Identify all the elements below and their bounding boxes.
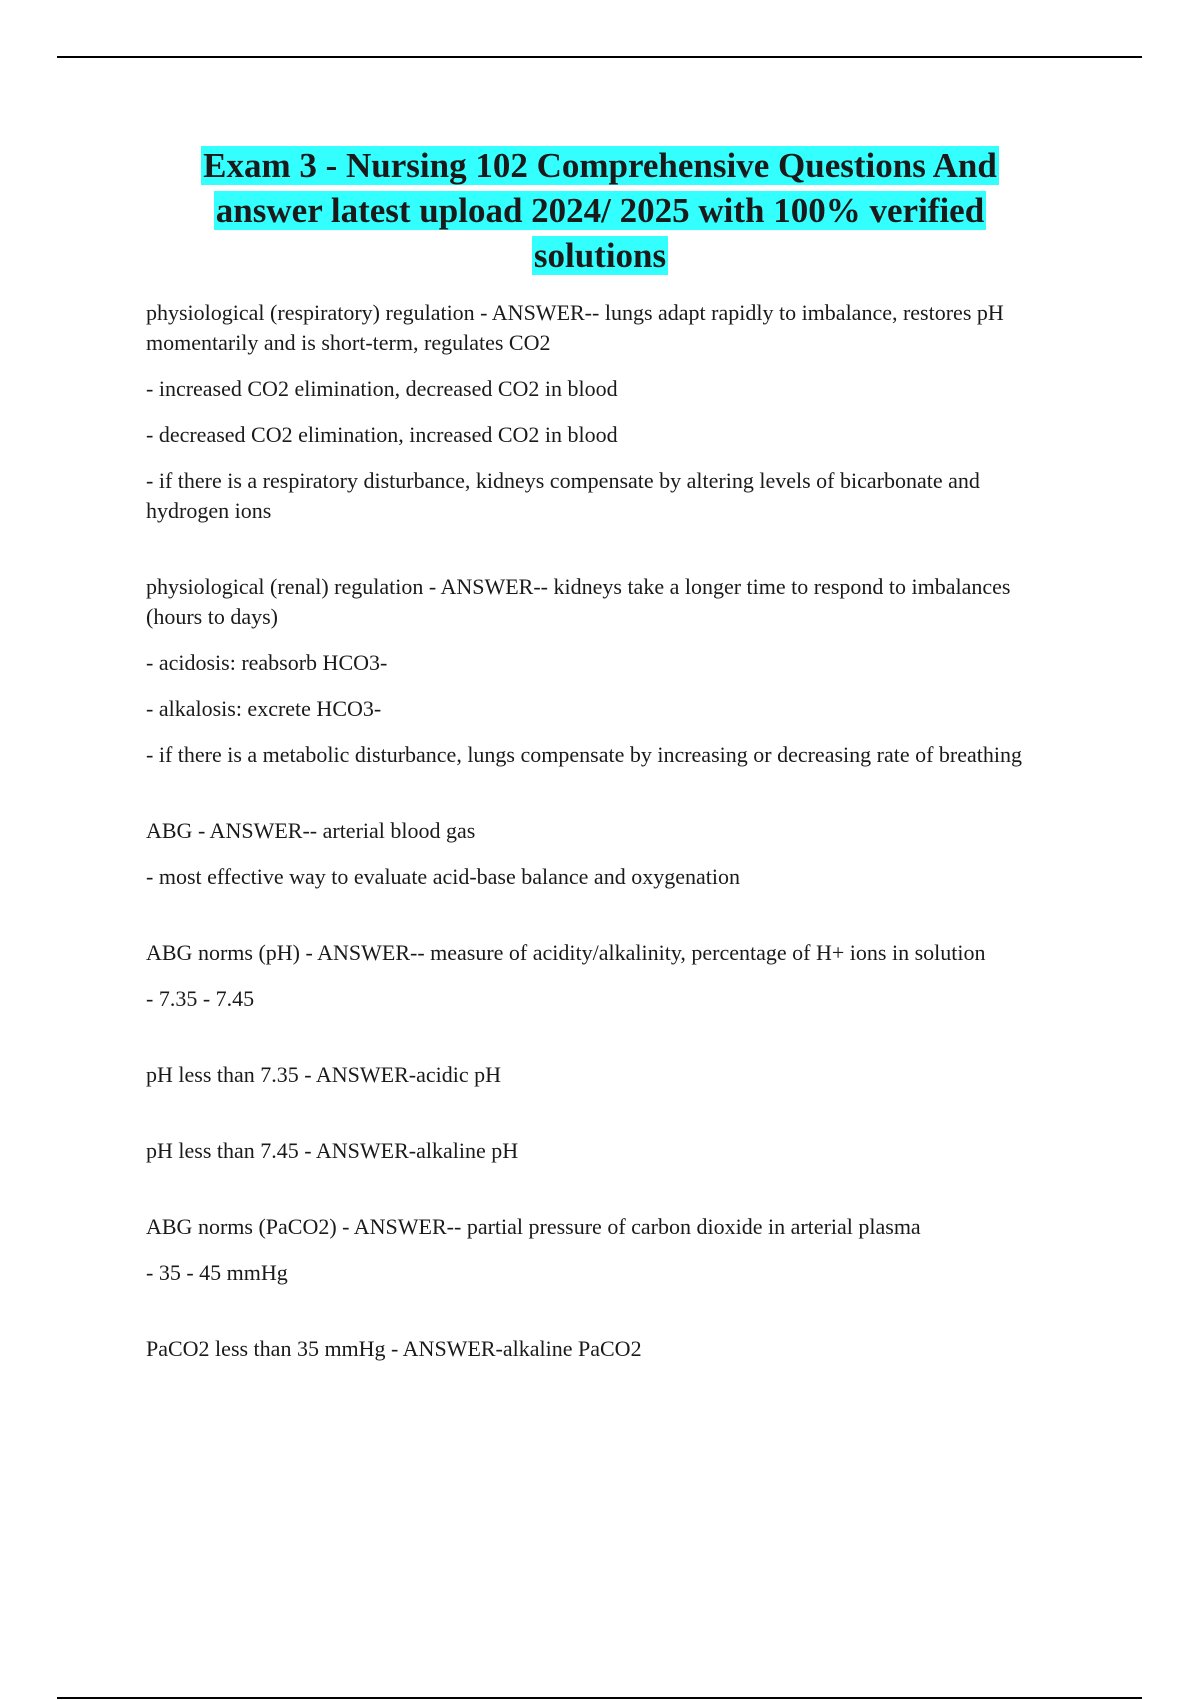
title-line-2: answer latest upload 2024/ 2025 with 100% verified [215, 191, 985, 230]
question-answer-text: PaCO2 less than 35 mmHg - ANSWER-alkaline PaCO2 [146, 1336, 642, 1361]
qa-entry-respiratory-regulation [146, 298, 1066, 526]
title-line-1: Exam 3 - Nursing 102 Comprehensive Questions And [203, 146, 997, 185]
answer-detail: - increased CO2 elimination, decreased CO2 in blood [146, 376, 618, 401]
answer-detail: - 7.35 - 7.45 [146, 986, 255, 1011]
title-line-3: solutions [533, 236, 667, 275]
question-answer-text: ABG norms (pH) - ANSWER-- measure of acidity/alkalinity, percentage of H+ ions in solution [146, 940, 986, 965]
qa-entry-abg [146, 816, 1066, 892]
question-answer-text: physiological (respiratory) regulation - ANSWER-- lungs adapt rapidly to imbalance, restores pH momentarily and is short-term, regulates CO2 [146, 300, 1004, 355]
header-rule [57, 56, 1142, 58]
question-answer-text: physiological (renal) regulation - ANSWER-- kidneys take a longer time to respond to imbalances (hours to days) [146, 574, 1011, 629]
question-answer-text: ABG - ANSWER-- arterial blood gas [146, 818, 476, 843]
document-body [146, 298, 1066, 1380]
question-answer-text: pH less than 7.45 - ANSWER-alkaline pH [146, 1138, 519, 1163]
answer-detail: - most effective way to evaluate acid-base balance and oxygenation [146, 864, 740, 889]
qa-entry-abg-norms-ph [146, 938, 1066, 1014]
answer-detail: - 35 - 45 mmHg [146, 1260, 288, 1285]
footer-rule [57, 1697, 1142, 1699]
question-answer-text: pH less than 7.35 - ANSWER-acidic pH [146, 1062, 501, 1087]
answer-detail: - alkalosis: excrete HCO3- [146, 696, 382, 721]
qa-entry-ph-alkaline [146, 1136, 1066, 1166]
qa-entry-renal-regulation [146, 572, 1066, 770]
qa-entry-paco2-alkaline [146, 1334, 1066, 1364]
answer-detail: - decreased CO2 elimination, increased CO2 in blood [146, 422, 618, 447]
qa-entry-ph-acidic [146, 1060, 1066, 1090]
question-answer-text: ABG norms (PaCO2) - ANSWER-- partial pressure of carbon dioxide in arterial plasma [146, 1214, 921, 1239]
answer-detail: - if there is a metabolic disturbance, lungs compensate by increasing or decreasing rate of breathing [146, 742, 1023, 767]
answer-detail: - acidosis: reabsorb HCO3- [146, 650, 388, 675]
answer-detail: - if there is a respiratory disturbance, kidneys compensate by altering levels of bicarbonate and hydrogen ions [146, 468, 980, 523]
qa-entry-abg-norms-paco2 [146, 1212, 1066, 1288]
document-title [140, 143, 1060, 278]
